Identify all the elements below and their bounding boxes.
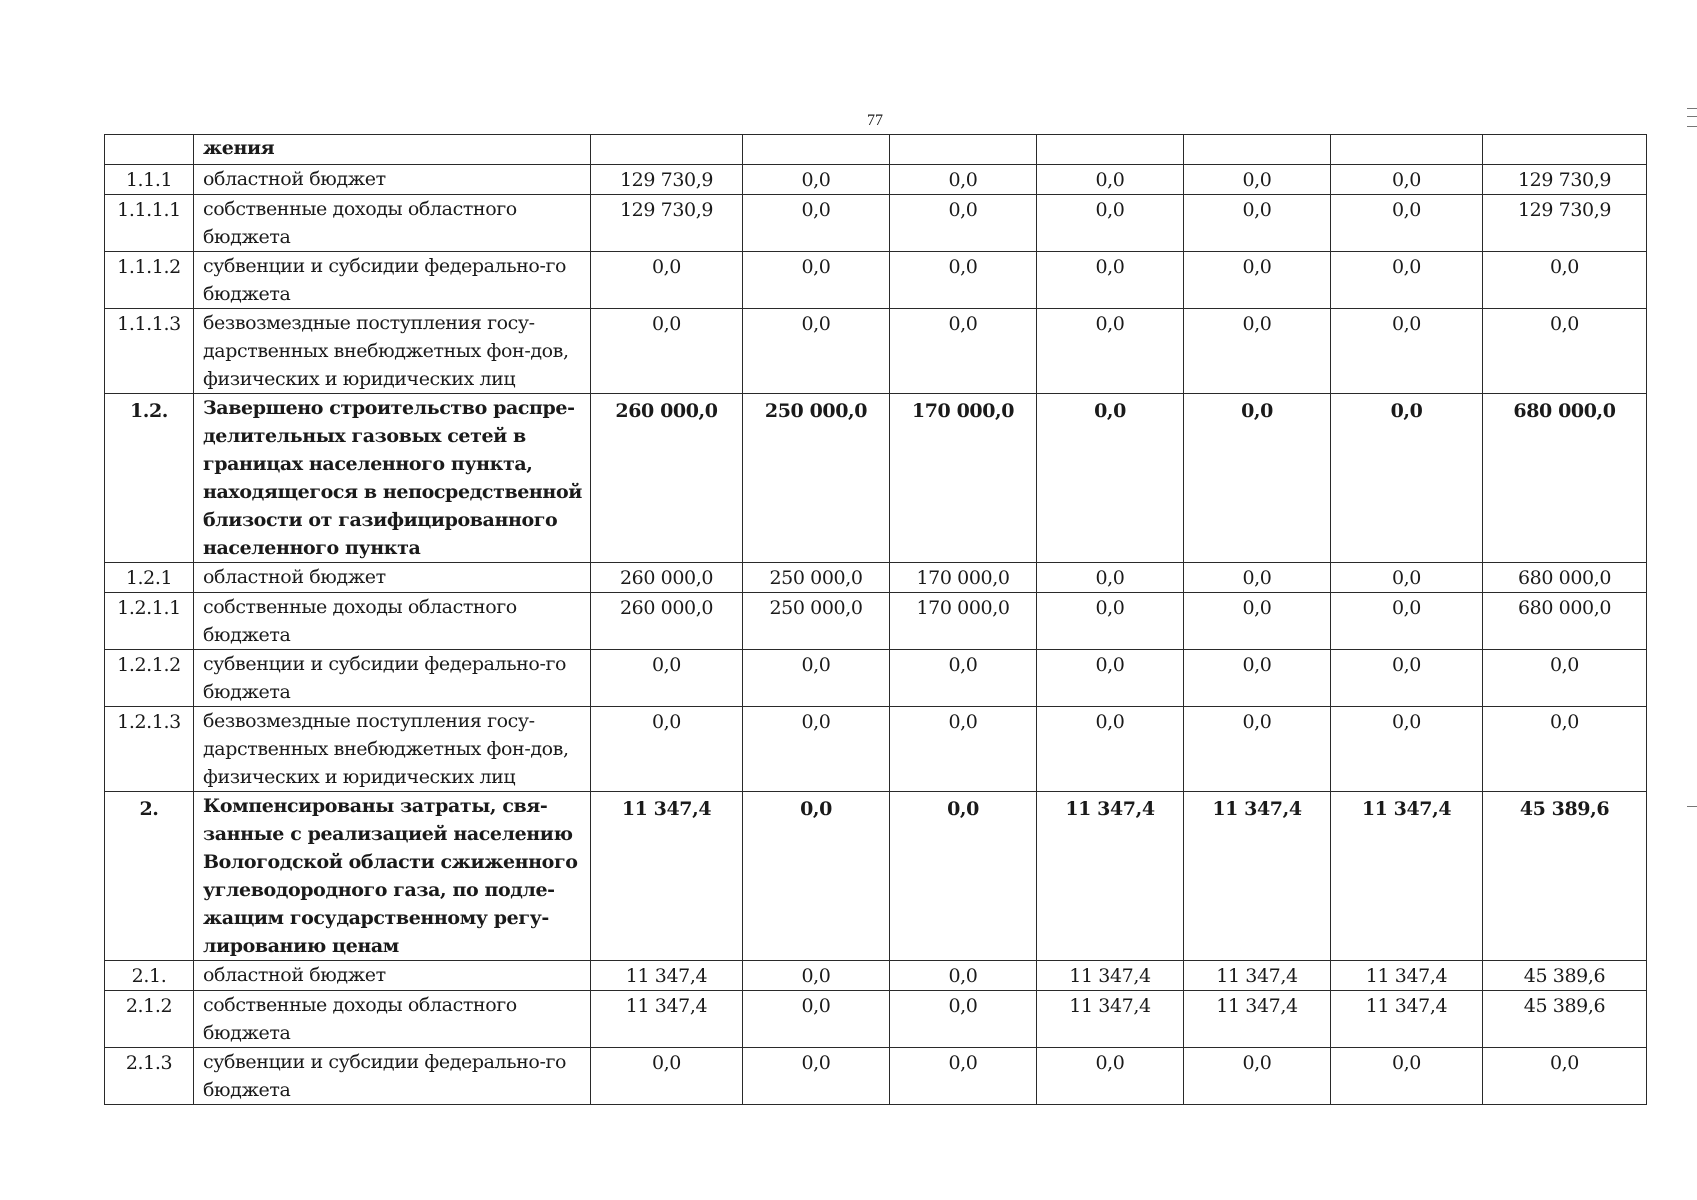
row-year-value: 260 000,0	[591, 563, 743, 593]
row-year-value: 0,0	[1184, 707, 1331, 792]
row-year-value: 0,0	[591, 650, 743, 707]
row-total-value: 0,0	[1483, 707, 1647, 792]
row-year-value: 0,0	[1331, 707, 1483, 792]
row-year-value: 0,0	[890, 707, 1037, 792]
row-year-value: 0,0	[591, 707, 743, 792]
row-year-value: 260 000,0	[591, 394, 743, 563]
row-year-value: 0,0	[743, 309, 890, 394]
row-year-value: 0,0	[1331, 165, 1483, 195]
row-year-value: 11 347,4	[1331, 961, 1483, 991]
table-row	[105, 165, 1647, 195]
row-total-value: 680 000,0	[1483, 563, 1647, 593]
row-total-value: 680 000,0	[1483, 593, 1647, 650]
row-year-value: 0,0	[1184, 195, 1331, 252]
row-year-value: 0,0	[1184, 309, 1331, 394]
row-year-value: 170 000,0	[890, 593, 1037, 650]
row-year-value: 0,0	[743, 195, 890, 252]
row-year-value: 0,0	[1331, 563, 1483, 593]
row-year-value: 0,0	[1037, 650, 1184, 707]
row-year-value: 0,0	[1331, 252, 1483, 309]
row-year-value: 0,0	[890, 792, 1037, 961]
row-year-value: 0,0	[743, 707, 890, 792]
row-year-value: 129 730,9	[591, 195, 743, 252]
row-year-value: 0,0	[1037, 1048, 1184, 1105]
row-year-value: 0,0	[1037, 593, 1184, 650]
row-year-value: 0,0	[890, 1048, 1037, 1105]
row-year-value: 0,0	[591, 1048, 743, 1105]
row-number: 1.1.1.3	[105, 309, 194, 394]
page-number: 77	[867, 112, 883, 129]
row-description: собственные доходы областного бюджета	[194, 991, 591, 1048]
row-year-value: 0,0	[1331, 309, 1483, 394]
row-year-value: 0,0	[1037, 195, 1184, 252]
edge-mark	[1687, 108, 1697, 109]
row-year-value	[890, 135, 1037, 165]
row-year-value: 0,0	[1184, 394, 1331, 563]
row-year-value: 11 347,4	[1037, 792, 1184, 961]
row-year-value: 0,0	[1331, 593, 1483, 650]
row-total-value: 0,0	[1483, 252, 1647, 309]
row-year-value: 170 000,0	[890, 563, 1037, 593]
row-number: 2.1.2	[105, 991, 194, 1048]
row-total-value: 680 000,0	[1483, 394, 1647, 563]
row-description: безвозмездные поступления госу-дарственных внебюджетных фон-дов, физических и юридических лиц	[194, 707, 591, 792]
row-year-value: 0,0	[743, 961, 890, 991]
row-year-value: 0,0	[890, 195, 1037, 252]
row-year-value: 11 347,4	[1184, 792, 1331, 961]
row-total-value: 129 730,9	[1483, 165, 1647, 195]
row-year-value: 11 347,4	[1037, 991, 1184, 1048]
row-year-value: 129 730,9	[591, 165, 743, 195]
row-description: субвенции и субсидии федерально-го бюджета	[194, 1048, 591, 1105]
edge-mark	[1687, 806, 1697, 807]
row-year-value: 11 347,4	[1331, 792, 1483, 961]
row-description: безвозмездные поступления госу-дарственных внебюджетных фон-дов, физических и юридических лиц	[194, 309, 591, 394]
row-description: собственные доходы областного бюджета	[194, 195, 591, 252]
table-row	[105, 961, 1647, 991]
row-year-value: 0,0	[1184, 593, 1331, 650]
row-year-value: 250 000,0	[743, 394, 890, 563]
edge-mark	[1687, 116, 1697, 117]
row-year-value: 0,0	[890, 252, 1037, 309]
row-year-value: 0,0	[1184, 252, 1331, 309]
row-year-value: 0,0	[591, 309, 743, 394]
row-year-value: 0,0	[1184, 165, 1331, 195]
row-number: 1.2.	[105, 394, 194, 563]
table-row	[105, 792, 1647, 961]
row-number	[105, 135, 194, 165]
row-description: субвенции и субсидии федерально-го бюджета	[194, 650, 591, 707]
table-row	[105, 195, 1647, 252]
row-total-value	[1483, 135, 1647, 165]
row-number: 1.1.1.1	[105, 195, 194, 252]
row-year-value: 0,0	[1331, 394, 1483, 563]
row-total-value: 45 389,6	[1483, 961, 1647, 991]
row-number: 1.2.1	[105, 563, 194, 593]
row-year-value: 0,0	[890, 309, 1037, 394]
row-year-value: 0,0	[1331, 650, 1483, 707]
row-description: собственные доходы областного бюджета	[194, 593, 591, 650]
row-year-value: 11 347,4	[591, 792, 743, 961]
table-body	[105, 135, 1647, 1105]
row-number: 1.2.1.3	[105, 707, 194, 792]
row-year-value: 0,0	[1184, 563, 1331, 593]
row-year-value: 0,0	[743, 650, 890, 707]
row-description: областной бюджет	[194, 961, 591, 991]
row-year-value: 0,0	[890, 165, 1037, 195]
row-year-value: 0,0	[1037, 394, 1184, 563]
table-row	[105, 707, 1647, 792]
row-year-value: 0,0	[890, 650, 1037, 707]
row-year-value	[1037, 135, 1184, 165]
row-number: 2.	[105, 792, 194, 961]
table-row	[105, 563, 1647, 593]
table-row	[105, 135, 1647, 165]
budget-table	[104, 134, 1647, 1105]
row-year-value: 250 000,0	[743, 593, 890, 650]
row-year-value: 0,0	[1037, 309, 1184, 394]
row-year-value: 0,0	[591, 252, 743, 309]
row-year-value: 0,0	[743, 1048, 890, 1105]
row-total-value: 45 389,6	[1483, 792, 1647, 961]
row-number: 2.1.3	[105, 1048, 194, 1105]
row-number: 2.1.	[105, 961, 194, 991]
row-number: 1.2.1.1	[105, 593, 194, 650]
row-number: 1.2.1.2	[105, 650, 194, 707]
row-year-value: 0,0	[890, 991, 1037, 1048]
row-year-value: 11 347,4	[591, 961, 743, 991]
row-year-value	[591, 135, 743, 165]
table-row	[105, 991, 1647, 1048]
row-year-value: 11 347,4	[1037, 961, 1184, 991]
row-year-value: 11 347,4	[1184, 991, 1331, 1048]
table-row	[105, 1048, 1647, 1105]
row-year-value: 0,0	[1184, 650, 1331, 707]
table-row	[105, 650, 1647, 707]
row-year-value: 11 347,4	[1331, 991, 1483, 1048]
row-year-value: 260 000,0	[591, 593, 743, 650]
table-row	[105, 252, 1647, 309]
row-description: областной бюджет	[194, 165, 591, 195]
row-year-value: 0,0	[1037, 563, 1184, 593]
row-year-value: 0,0	[743, 165, 890, 195]
row-total-value: 0,0	[1483, 1048, 1647, 1105]
row-year-value: 11 347,4	[1184, 961, 1331, 991]
row-year-value: 0,0	[1184, 1048, 1331, 1105]
row-year-value: 0,0	[1037, 252, 1184, 309]
row-total-value: 45 389,6	[1483, 991, 1647, 1048]
row-number: 1.1.1.2	[105, 252, 194, 309]
row-year-value: 0,0	[890, 961, 1037, 991]
row-year-value: 170 000,0	[890, 394, 1037, 563]
row-year-value	[1184, 135, 1331, 165]
table-row	[105, 593, 1647, 650]
row-year-value: 11 347,4	[591, 991, 743, 1048]
row-year-value	[743, 135, 890, 165]
row-total-value: 129 730,9	[1483, 195, 1647, 252]
row-year-value: 0,0	[743, 252, 890, 309]
row-year-value: 250 000,0	[743, 563, 890, 593]
row-total-value: 0,0	[1483, 309, 1647, 394]
table-row	[105, 394, 1647, 563]
row-description: жения	[194, 135, 591, 165]
row-description: субвенции и субсидии федерально-го бюджета	[194, 252, 591, 309]
edge-mark	[1687, 126, 1697, 127]
row-description: Завершено строительство распре-делительных газовых сетей в границах населенного пункта, находящегося в непосредственной близости от газифицированного населенного пункта	[194, 394, 591, 563]
row-description: Компенсированы затраты, свя-занные с реализацией населению Вологодской области сжиженного углеводородного газа, по подле-жащим государственному регу-лированию ценам	[194, 792, 591, 961]
row-year-value: 0,0	[743, 991, 890, 1048]
row-year-value: 0,0	[1037, 707, 1184, 792]
row-year-value: 0,0	[1331, 195, 1483, 252]
row-total-value: 0,0	[1483, 650, 1647, 707]
row-year-value: 0,0	[1037, 165, 1184, 195]
row-number: 1.1.1	[105, 165, 194, 195]
row-year-value: 0,0	[1331, 1048, 1483, 1105]
row-year-value	[1331, 135, 1483, 165]
table-row	[105, 309, 1647, 394]
row-year-value: 0,0	[743, 792, 890, 961]
row-description: областной бюджет	[194, 563, 591, 593]
